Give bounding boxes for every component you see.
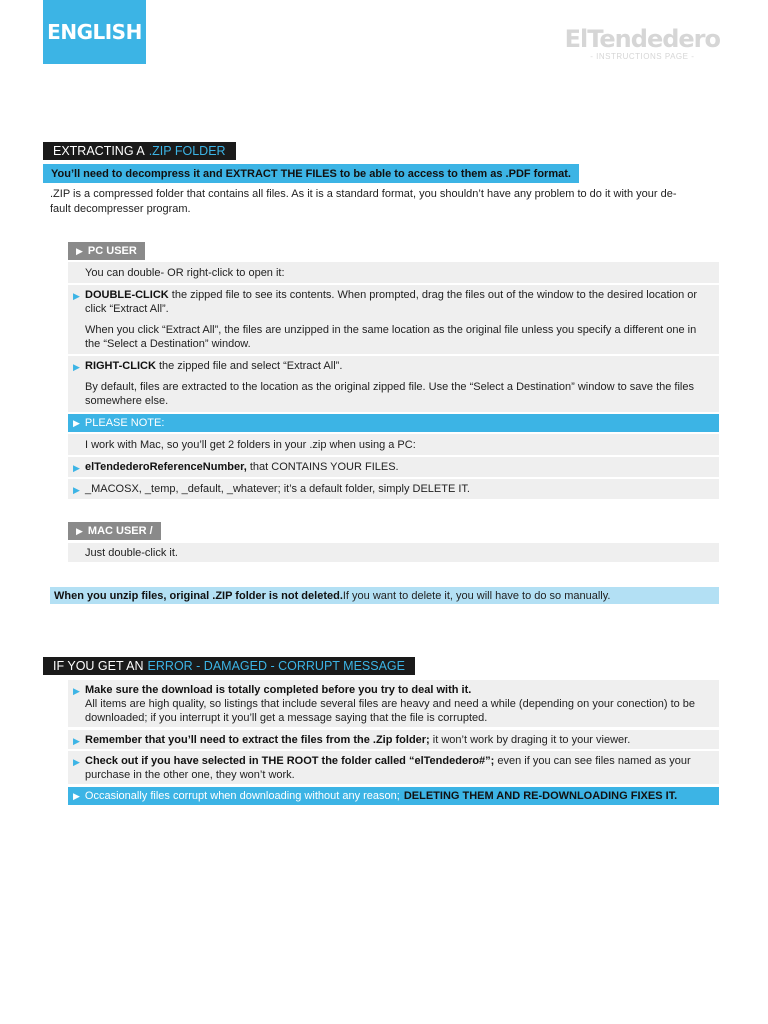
section-title-zip: [43, 142, 236, 160]
list-item-extract-files: [68, 730, 719, 749]
pc-user-label: PC USER: [87, 245, 137, 257]
reference-folder-bold: elTendederoReferenceNumber,: [85, 461, 247, 473]
pc-user-tag: [68, 242, 145, 260]
redownload-text: Occasionally files corrupt when downloading without any reason;: [84, 790, 400, 802]
unzip-notice-bold: When you unzip files, original .ZIP folder is not deleted.: [54, 589, 343, 602]
list-item-macosx-folder: [68, 479, 719, 499]
unzip-notice: [50, 587, 719, 604]
bullet-triangle-icon: ▶: [73, 790, 80, 801]
mac-user-line: Just double-click it.: [85, 547, 178, 559]
section-title-prefix: IF YOU GET AN: [53, 659, 144, 673]
right-click-bold: RIGHT-CLICK: [85, 360, 156, 372]
please-note-bar: [68, 414, 719, 432]
extract-files-bold: Remember that you’ll need to extract the files from the .Zip folder;: [85, 734, 430, 746]
list-item-reference-folder: [68, 457, 719, 477]
zip-intro-line-1: .ZIP is a compressed folder that contains all files. As it is a standard format, you shouldn’t have any problem to do it with your de-: [50, 188, 677, 200]
mac-user-row: [68, 543, 719, 562]
right-click-text: the zipped file and select “Extract All”.: [155, 360, 343, 372]
bullet-triangle-icon: ▶: [73, 485, 80, 495]
triangle-right-icon: ▶: [76, 245, 83, 256]
double-click-text: the zipped file to see its contents. When prompted, drag the files out of the window to the desired location or click “Extract All”.: [85, 289, 698, 315]
please-note-line-1: I work with Mac, so you’ll get 2 folders in your .zip when using a PC:: [85, 439, 416, 451]
language-label: ENGLISH: [47, 20, 142, 44]
reference-folder-text: that CONTAINS YOUR FILES.: [246, 461, 399, 473]
triangle-right-icon: ▶: [76, 525, 83, 536]
extract-files-text: it won’t work by draging it to your viewer.: [429, 734, 631, 746]
please-note-line-1-row: [68, 434, 719, 455]
bullet-triangle-icon: ▶: [73, 463, 80, 473]
section-title-prefix: EXTRACTING A: [53, 144, 145, 158]
bullet-triangle-icon: ▶: [73, 736, 80, 746]
unzip-notice-text: If you want to delete it, you will have to do so manually.: [342, 589, 611, 602]
mac-user-tag: [68, 522, 161, 540]
pc-user-intro-row: [68, 262, 719, 283]
language-tab[interactable]: [43, 0, 146, 64]
section-title-highlight: ERROR - DAMAGED - CORRUPT MESSAGE: [147, 659, 405, 673]
decompress-highlight: You’ll need to decompress it and EXTRACT THE FILES to be able to access to them as .PDF format.: [43, 164, 579, 183]
redownload-bold: DELETING THEM AND RE-DOWNLOADING FIXES IT.: [403, 790, 678, 802]
please-note-label: PLEASE NOTE:: [84, 417, 165, 429]
download-complete-text: All items are high quality, so listings that include several files are heavy and need a while (depending on your conection) to be downloaded; if you interrupt it you’ll get a message saying that the file is corrupted.: [85, 698, 696, 724]
list-item-check-root: [68, 751, 719, 784]
section-title-highlight: .ZIP FOLDER: [148, 144, 226, 158]
pc-user-intro: You can double- OR right-click to open it:: [85, 267, 285, 279]
bullet-triangle-icon: ▶: [73, 686, 80, 696]
zip-intro: [50, 187, 719, 217]
double-click-note: When you click “Extract All”, the files are unzipped in the same location as the original file unless you specify a different one in the “Select a Destination” window.: [85, 324, 697, 350]
download-complete-bold: Make sure the download is totally completed before you try to deal with it.: [85, 684, 472, 696]
bullet-triangle-icon: ▶: [73, 757, 80, 767]
brand-name: ElTendedero: [564, 25, 720, 53]
triangle-right-icon: ▶: [73, 417, 80, 428]
list-item-right-click: [68, 356, 719, 412]
list-item-download-complete: [68, 680, 719, 727]
bullet-triangle-icon: ▶: [73, 291, 80, 301]
list-item-redownload: [68, 787, 719, 805]
right-click-note: By default, files are extracted to the location as the original zipped file. Use the “Select a Destination” window to save the files somewhere else.: [85, 381, 694, 407]
brand-logo: [565, 26, 720, 62]
double-click-bold: DOUBLE-CLICK: [85, 289, 169, 301]
section-title-error: [43, 657, 415, 675]
mac-user-label: MAC USER /: [87, 525, 153, 537]
check-root-text: even if you can see files named as your purchase in the other one, they won’t work.: [85, 755, 691, 781]
brand-subtitle: - INSTRUCTIONS PAGE -: [590, 52, 695, 61]
macosx-folder-text: _MACOSX, _temp, _default, _whatever; it’s a default folder, simply DELETE IT.: [85, 483, 470, 495]
zip-intro-line-2: fault decompresser program.: [50, 203, 191, 215]
list-item-double-click: [68, 285, 719, 354]
bullet-triangle-icon: ▶: [73, 362, 80, 372]
check-root-bold: Check out if you have selected in THE ROOT the folder called “elTendedero#”;: [85, 755, 495, 767]
